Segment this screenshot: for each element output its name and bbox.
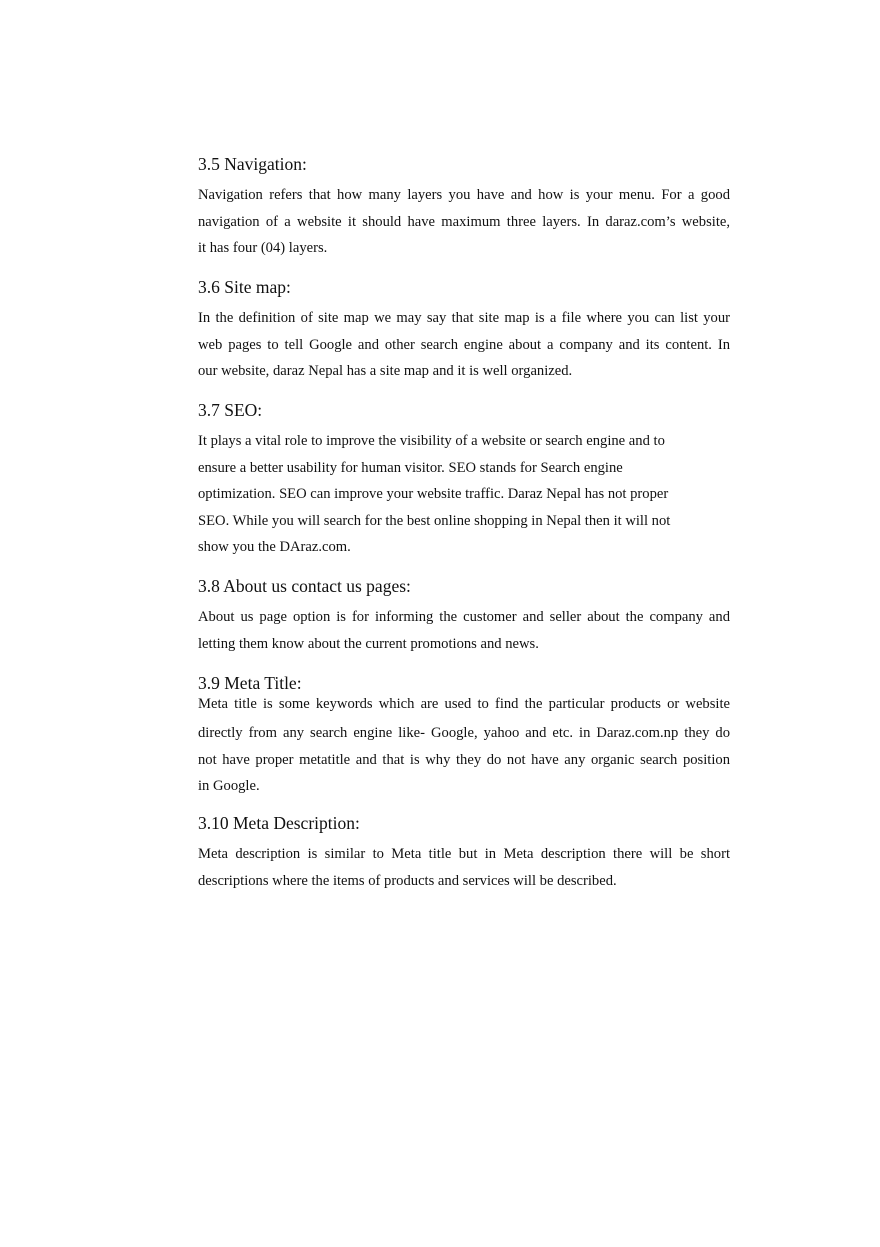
paragraph-line: Navigation refers that how many layers you have and how is your menu. For a good	[198, 187, 730, 203]
paragraph-line: navigation of a website it should have maximum three layers. In daraz.com’s website,	[198, 213, 730, 230]
paragraph-line: not have proper metatitle and that is why they do not have any organic search position	[198, 751, 730, 768]
section-meta-description	[198, 812, 730, 894]
section-meta-title	[198, 672, 730, 800]
paragraph-line: letting them know about the current promotions and news.	[198, 635, 539, 652]
paragraph-line: it has four (04) layers.	[198, 240, 328, 256]
section-site-map	[198, 276, 730, 385]
paragraph-line: web pages to tell Google and other search engine about a company and its content. In	[198, 336, 730, 353]
paragraph-line: optimization. SEO can improve your website traffic. Daraz Nepal has not proper	[198, 486, 669, 502]
paragraph-line: ensure a better usability for human visitor. SEO stands for Search engine	[198, 459, 623, 476]
section-heading: 3.9 Meta Title:	[198, 673, 302, 693]
paragraph-line: descriptions where the items of products and services will be described.	[198, 872, 617, 889]
paragraph-line: directly from any search engine like- Google, yahoo and etc. in Daraz.com.np they do	[198, 725, 730, 741]
section-heading: 3.10 Meta Description:	[198, 813, 360, 833]
paragraph-line: It plays a vital role to improve the visibility of a website or search engine and to	[198, 433, 665, 449]
paragraph-line: our website, daraz Nepal has a site map and it is well organized.	[198, 363, 573, 379]
section-heading: 3.7 SEO:	[198, 400, 263, 420]
section-heading: 3.8 About us contact us pages:	[198, 576, 411, 596]
section-heading: 3.6 Site map:	[198, 277, 291, 297]
section-navigation	[198, 153, 730, 262]
paragraph-line: in Google.	[198, 778, 260, 794]
paragraph-line: In the definition of site map we may say that site map is a file where you can list your	[198, 310, 730, 326]
paragraph-line: Meta description is similar to Meta title but in Meta description there will be short	[198, 846, 730, 862]
paragraph-line: SEO. While you will search for the best online shopping in Nepal then it will not	[198, 512, 671, 529]
paragraph-line: show you the DAraz.com.	[198, 539, 351, 555]
section-heading: 3.5 Navigation:	[198, 154, 307, 174]
section-about-contact	[198, 575, 730, 657]
paragraph-line: Meta title is some keywords which are used to find the particular products or website	[198, 696, 730, 712]
paragraph-line: About us page option is for informing the customer and seller about the company and	[198, 609, 730, 625]
section-seo	[198, 399, 730, 561]
